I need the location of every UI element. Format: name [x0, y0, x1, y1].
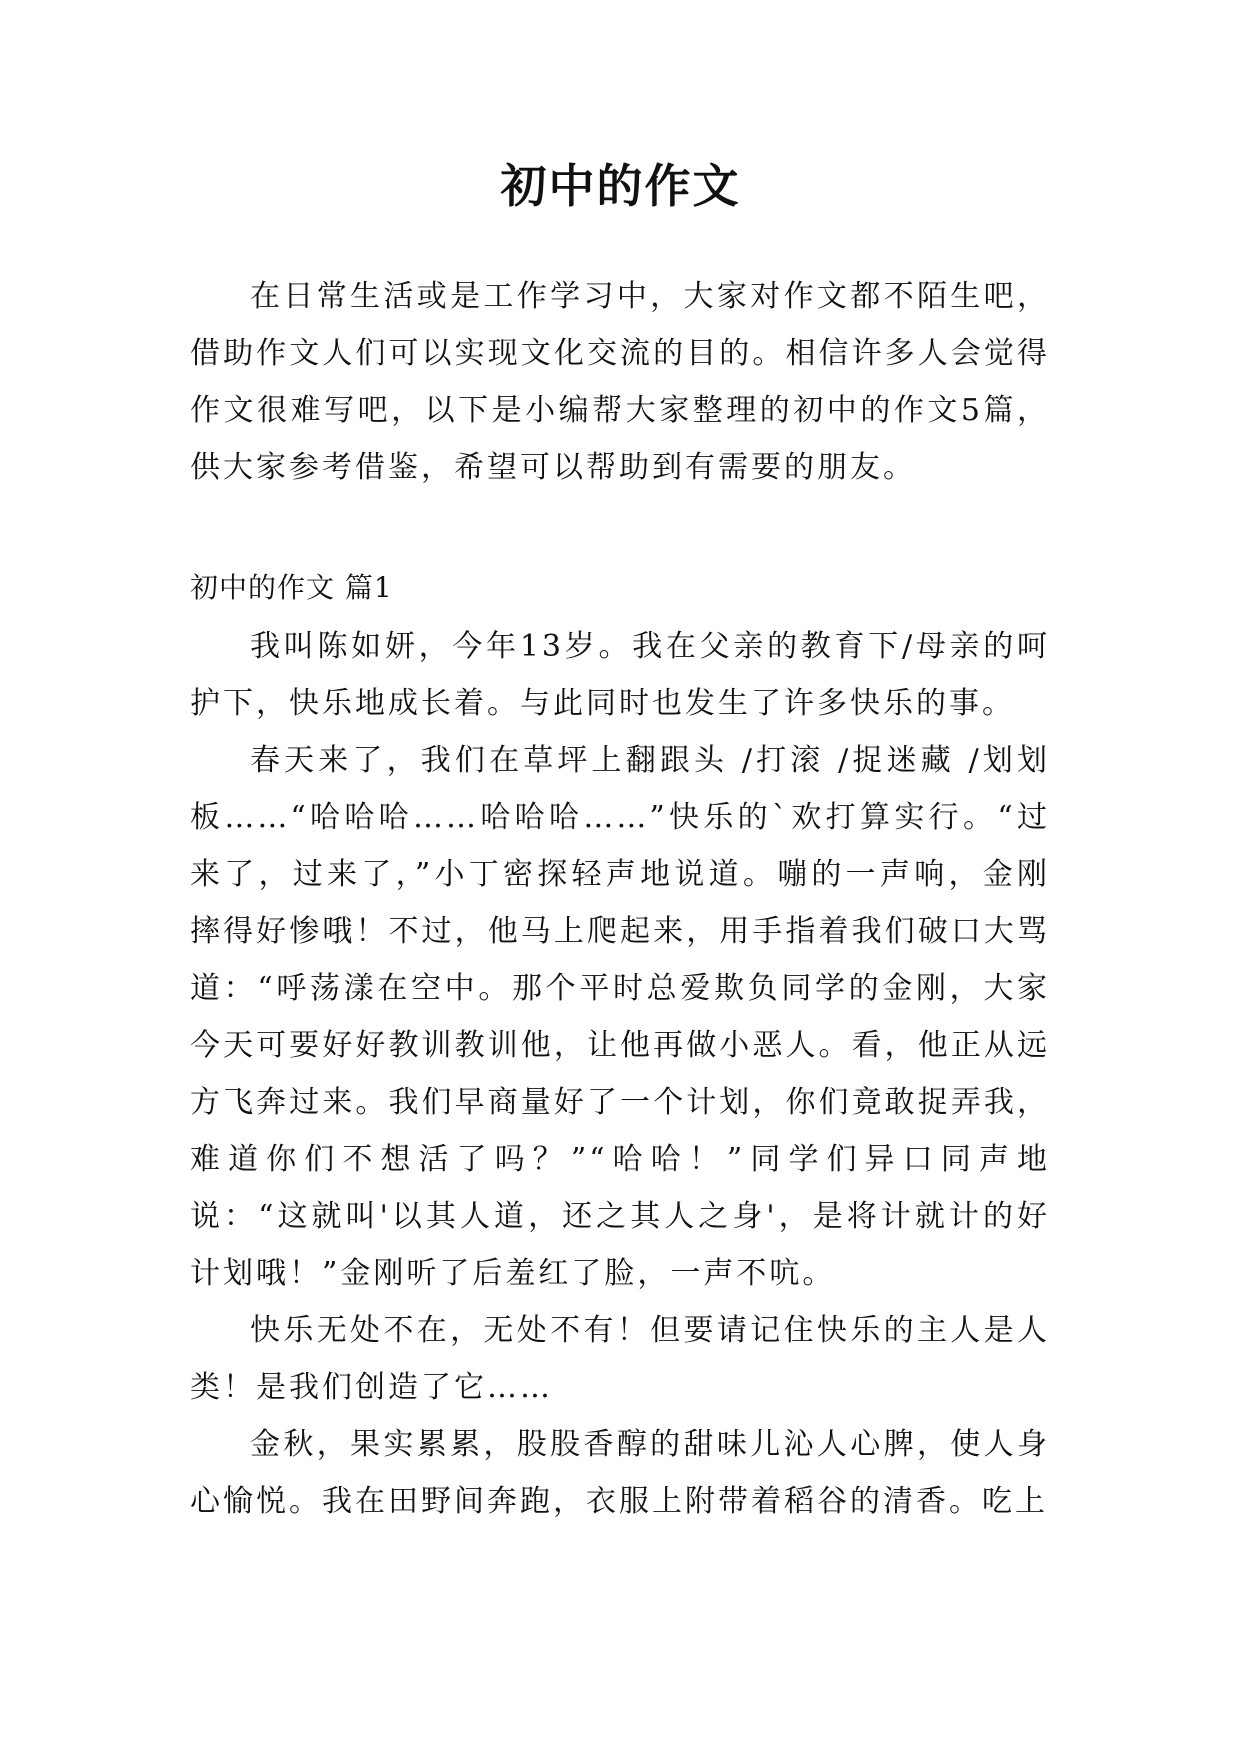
- document-title: 初中的作文: [500, 159, 741, 213]
- body-paragraph-3: 快乐无处不在，无处不有！但要请记住快乐的主人是人类！是我们创造了它……: [190, 1313, 1050, 1405]
- section-heading: 初中的作文 篇1: [190, 571, 393, 604]
- intro-paragraph: 在日常生活或是工作学习中，大家对作文都不陌生吧，借助作文人们可以实现文化交流的目的。相信许多人会觉得作文很难写吧，以下是小编帮大家整理的初中的作文5篇，供大家参考借鉴，希望可以帮助到有需要的朋友。: [190, 279, 1050, 485]
- body-paragraph-2: 春天来了，我们在草坪上翻跟头 /打滚 /捉迷藏 /划划板……“哈哈哈……哈哈哈……”快乐的`欢打算实行。“过来了，过来了，”小丁密探轻声地说道。嘣的一声响，金刚摔得好惨哦！不过，他马上爬起来，用手指着我们破口大骂道：“呼荡漾在空中。那个平时总爱欺负同学的金刚，大家今天可要好好教训教训他，让他再做小恶人。看，他正从远方飞奔过来。我们早商量好了一个计划，你们竟敢捉弄我，难道你们不想活了吗？”“哈哈！”同学们异口同声地说：“这就叫'以其人道，还之其人之身'，是将计就计的好计划哦！”金刚听了后羞红了脸，一声不吭。: [190, 743, 1050, 1291]
- body-paragraph-1: 我叫陈如妍，今年13岁。我在父亲的教育下/母亲的呵护下，快乐地成长着。与此同时也发生了许多快乐的事。: [190, 629, 1050, 721]
- document-body: [190, 268, 1050, 1530]
- body-paragraph-4: 金秋，果实累累，股股香醇的甜味儿沁人心脾，使人身心愉悦。我在田野间奔跑，衣服上附带着稻谷的清香。吃上: [190, 1427, 1050, 1519]
